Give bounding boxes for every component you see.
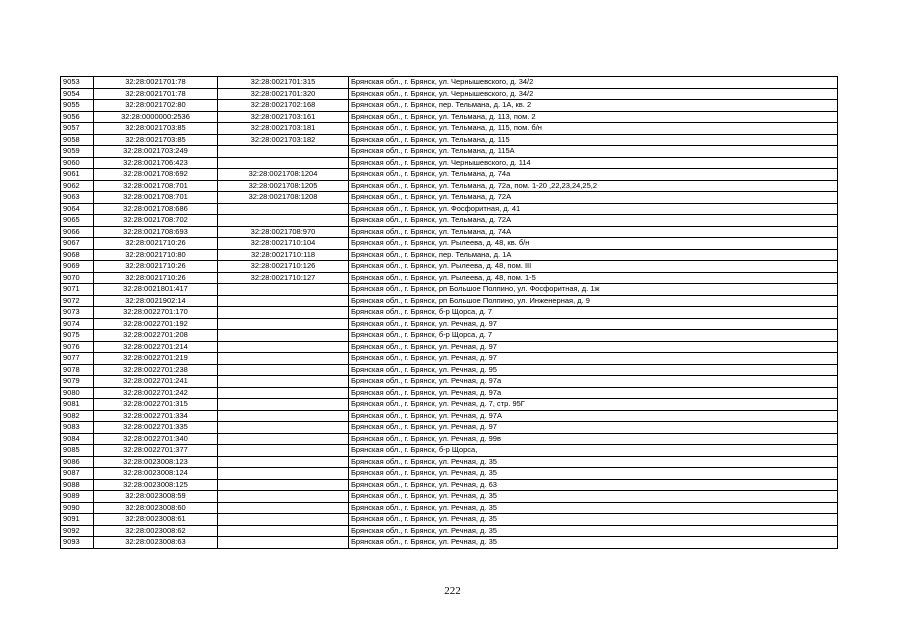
registry-table [60,76,838,549]
object-cadastral-number-cell [218,341,349,353]
address-cell: Брянская обл., г. Брянск, ул. Речная, д. 35 [349,468,838,480]
land-cadastral-number-cell: 32:28:0021703:85 [94,134,218,146]
object-cadastral-number-cell [218,479,349,491]
object-cadastral-number-cell [218,491,349,503]
row-number-cell: 9082 [61,410,94,422]
row-number-cell: 9084 [61,433,94,445]
address-cell: Брянская обл., г. Брянск, ул. Речная, д. 97а [349,376,838,388]
row-number-cell: 9090 [61,502,94,514]
address-cell: Брянская обл., г. Брянск, ул. Речная, д. 35 [349,514,838,526]
land-cadastral-number-cell: 32:28:0023008:124 [94,468,218,480]
object-cadastral-number-cell [218,146,349,158]
row-number-cell: 9059 [61,146,94,158]
land-cadastral-number-cell: 32:28:0022701:208 [94,330,218,342]
row-number-cell: 9074 [61,318,94,330]
land-cadastral-number-cell: 32:28:0023008:62 [94,525,218,537]
table-row [61,100,838,112]
row-number-cell: 9053 [61,77,94,89]
object-cadastral-number-cell [218,445,349,457]
land-cadastral-number-cell: 32:28:0021902:14 [94,295,218,307]
address-cell: Брянская обл., г. Брянск, ул. Тельмана, д. 115 [349,134,838,146]
table-row [61,203,838,215]
object-cadastral-number-cell [218,330,349,342]
address-cell: Брянская обл., г. Брянск, ул. Фосфоритная, д. 41 [349,203,838,215]
address-cell: Брянская обл., г. Брянск, ул. Речная, д. 95 [349,364,838,376]
object-cadastral-number-cell [218,399,349,411]
land-cadastral-number-cell: 32:28:0021710:26 [94,272,218,284]
table-row [61,249,838,261]
table-row [61,226,838,238]
table-row [61,123,838,135]
row-number-cell: 9089 [61,491,94,503]
address-cell: Брянская обл., г. Брянск, ул. Речная, д. 35 [349,456,838,468]
object-cadastral-number-cell [218,364,349,376]
address-cell: Брянская обл., г. Брянск, пер. Тельмана, д. 1А [349,249,838,261]
row-number-cell: 9093 [61,537,94,549]
row-number-cell: 9064 [61,203,94,215]
table-row [61,261,838,273]
address-cell: Брянская обл., г. Брянск, ул. Тельмана, д. 72А [349,192,838,204]
object-cadastral-number-cell: 32:28:0021708:1205 [218,180,349,192]
land-cadastral-number-cell: 32:28:0021708:692 [94,169,218,181]
table-row [61,387,838,399]
address-cell: Брянская обл., г. Брянск, ул. Тельмана, д. 72а, пом. 1-20 ,22,23,24,25,2 [349,180,838,192]
table-row [61,445,838,457]
row-number-cell: 9076 [61,341,94,353]
land-cadastral-number-cell: 32:28:0023008:61 [94,514,218,526]
table-row [61,169,838,181]
address-cell: Брянская обл., г. Брянск, ул. Речная, д. 97 [349,422,838,434]
land-cadastral-number-cell: 32:28:0022701:214 [94,341,218,353]
table-row [61,295,838,307]
land-cadastral-number-cell: 32:28:0021703:249 [94,146,218,158]
land-cadastral-number-cell: 32:28:0021710:26 [94,238,218,250]
object-cadastral-number-cell [218,514,349,526]
land-cadastral-number-cell: 32:28:0022701:377 [94,445,218,457]
row-number-cell: 9083 [61,422,94,434]
table-row [61,238,838,250]
address-cell: Брянская обл., г. Брянск, ул. Чернышевского, д. 114 [349,157,838,169]
address-cell: Брянская обл., г. Брянск, ул. Речная, д. 35 [349,491,838,503]
address-cell: Брянская обл., г. Брянск, ул. Тельмана, д. 115, пом. б/н [349,123,838,135]
table-row [61,479,838,491]
row-number-cell: 9067 [61,238,94,250]
address-cell: Брянская обл., г. Брянск, ул. Речная, д. 97 [349,318,838,330]
land-cadastral-number-cell: 32:28:0022701:238 [94,364,218,376]
address-cell: Брянская обл., г. Брянск, ул. Речная, д. 63 [349,479,838,491]
object-cadastral-number-cell [218,157,349,169]
land-cadastral-number-cell: 32:28:0021701:78 [94,77,218,89]
row-number-cell: 9088 [61,479,94,491]
row-number-cell: 9058 [61,134,94,146]
table-row [61,410,838,422]
address-cell: Брянская обл., г. Брянск, ул. Речная, д. 35 [349,502,838,514]
row-number-cell: 9078 [61,364,94,376]
table-row [61,341,838,353]
land-cadastral-number-cell: 32:28:0021710:26 [94,261,218,273]
address-cell: Брянская обл., г. Брянск, ул. Речная, д. 35 [349,525,838,537]
row-number-cell: 9091 [61,514,94,526]
object-cadastral-number-cell: 32:28:0021708:1208 [218,192,349,204]
row-number-cell: 9065 [61,215,94,227]
row-number-cell: 9071 [61,284,94,296]
row-number-cell: 9080 [61,387,94,399]
table-row [61,146,838,158]
row-number-cell: 9081 [61,399,94,411]
row-number-cell: 9092 [61,525,94,537]
row-number-cell: 9054 [61,88,94,100]
land-cadastral-number-cell: 32:28:0022701:315 [94,399,218,411]
table-row [61,284,838,296]
land-cadastral-number-cell: 32:28:0022701:219 [94,353,218,365]
table-row [61,376,838,388]
object-cadastral-number-cell: 32:28:0021708:1204 [218,169,349,181]
row-number-cell: 9073 [61,307,94,319]
address-cell: Брянская обл., г. Брянск, ул. Тельмана, д. 74а [349,169,838,181]
land-cadastral-number-cell: 32:28:0021706:423 [94,157,218,169]
land-cadastral-number-cell: 32:28:0021708:686 [94,203,218,215]
address-cell: Брянская обл., г. Брянск, б-р Щорса, д. 7 [349,330,838,342]
row-number-cell: 9070 [61,272,94,284]
object-cadastral-number-cell: 32:28:0021710:118 [218,249,349,261]
address-cell: Брянская обл., г. Брянск, пер. Тельмана, д. 1А, кв. 2 [349,100,838,112]
land-cadastral-number-cell: 32:28:0021708:701 [94,192,218,204]
object-cadastral-number-cell [218,433,349,445]
row-number-cell: 9069 [61,261,94,273]
land-cadastral-number-cell: 32:28:0022701:242 [94,387,218,399]
object-cadastral-number-cell [218,215,349,227]
land-cadastral-number-cell: 32:28:0022701:335 [94,422,218,434]
table-row [61,157,838,169]
address-cell: Брянская обл., г. Брянск, ул. Рылеева, д. 48, пом. III [349,261,838,273]
table-row [61,318,838,330]
table-row [61,422,838,434]
address-cell: Брянская обл., г. Брянск, ул. Чернышевского, д. 34/2 [349,77,838,89]
object-cadastral-number-cell: 32:28:0021702:168 [218,100,349,112]
address-cell: Брянская обл., г. Брянск, ул. Тельмана, д. 72А [349,215,838,227]
land-cadastral-number-cell: 32:28:0023008:125 [94,479,218,491]
address-cell: Брянская обл., г. Брянск, ул. Чернышевского, д. 34/2 [349,88,838,100]
row-number-cell: 9087 [61,468,94,480]
land-cadastral-number-cell: 32:28:0023008:123 [94,456,218,468]
table-row [61,514,838,526]
row-number-cell: 9057 [61,123,94,135]
row-number-cell: 9056 [61,111,94,123]
row-number-cell: 9075 [61,330,94,342]
table-row [61,180,838,192]
land-cadastral-number-cell: 32:28:0021708:701 [94,180,218,192]
object-cadastral-number-cell [218,353,349,365]
address-cell: Брянская обл., г. Брянск, ул. Рылеева, д. 48, кв. б/н [349,238,838,250]
land-cadastral-number-cell: 32:28:0021703:85 [94,123,218,135]
object-cadastral-number-cell [218,295,349,307]
address-cell: Брянская обл., г. Брянск, ул. Тельмана, д. 115А [349,146,838,158]
table-row [61,111,838,123]
row-number-cell: 9072 [61,295,94,307]
object-cadastral-number-cell [218,537,349,549]
object-cadastral-number-cell: 32:28:0021703:161 [218,111,349,123]
row-number-cell: 9055 [61,100,94,112]
table-row [61,192,838,204]
land-cadastral-number-cell: 32:28:0022701:170 [94,307,218,319]
address-cell: Брянская обл., г. Брянск, ул. Тельмана, д. 113, пом. 2 [349,111,838,123]
address-cell: Брянская обл., г. Брянск, б-р Щорса, [349,445,838,457]
object-cadastral-number-cell: 32:28:0021703:181 [218,123,349,135]
row-number-cell: 9060 [61,157,94,169]
table-row [61,468,838,480]
object-cadastral-number-cell: 32:28:0021710:126 [218,261,349,273]
object-cadastral-number-cell [218,502,349,514]
land-cadastral-number-cell: 32:28:0021701:78 [94,88,218,100]
address-cell: Брянская обл., г. Брянск, ул. Рылеева, д. 48, пом. 1-5 [349,272,838,284]
object-cadastral-number-cell: 32:28:0021703:182 [218,134,349,146]
land-cadastral-number-cell: 32:28:0021708:702 [94,215,218,227]
row-number-cell: 9063 [61,192,94,204]
table-row [61,502,838,514]
address-cell: Брянская обл., г. Брянск, ул. Речная, д. 97 [349,353,838,365]
table-row [61,364,838,376]
land-cadastral-number-cell: 32:28:0022701:340 [94,433,218,445]
object-cadastral-number-cell [218,410,349,422]
row-number-cell: 9079 [61,376,94,388]
address-cell: Брянская обл., г. Брянск, ул. Речная, д. 7, стр. 95Г [349,399,838,411]
address-cell: Брянская обл., г. Брянск, б-р Щорса, д. 7 [349,307,838,319]
row-number-cell: 9062 [61,180,94,192]
land-cadastral-number-cell: 32:28:0022701:334 [94,410,218,422]
address-cell: Брянская обл., г. Брянск, ул. Тельмана, д. 74А [349,226,838,238]
object-cadastral-number-cell [218,203,349,215]
address-cell: Брянская обл., г. Брянск, ул. Речная, д. 99в [349,433,838,445]
object-cadastral-number-cell [218,468,349,480]
registry-table-body [61,77,838,549]
land-cadastral-number-cell: 32:28:0021710:80 [94,249,218,261]
table-row [61,491,838,503]
address-cell: Брянская обл., г. Брянск, ул. Речная, д. 35 [349,537,838,549]
table-row [61,353,838,365]
object-cadastral-number-cell [218,307,349,319]
object-cadastral-number-cell [218,422,349,434]
land-cadastral-number-cell: 32:28:0023008:60 [94,502,218,514]
table-row [61,330,838,342]
table-row [61,537,838,549]
object-cadastral-number-cell: 32:28:0021710:127 [218,272,349,284]
object-cadastral-number-cell [218,318,349,330]
land-cadastral-number-cell: 32:28:0022701:241 [94,376,218,388]
land-cadastral-number-cell: 32:28:0023008:59 [94,491,218,503]
land-cadastral-number-cell: 32:28:0023008:63 [94,537,218,549]
row-number-cell: 9085 [61,445,94,457]
land-cadastral-number-cell: 32:28:0021801:417 [94,284,218,296]
table-row [61,525,838,537]
table-row [61,272,838,284]
table-row [61,399,838,411]
table-row [61,77,838,89]
page-number: 222 [444,585,461,597]
address-cell: Брянская обл., г. Брянск, рп Большое Полпино, ул. Фосфоритная, д. 1ж [349,284,838,296]
address-cell: Брянская обл., г. Брянск, ул. Речная, д. 97А [349,410,838,422]
row-number-cell: 9066 [61,226,94,238]
object-cadastral-number-cell [218,376,349,388]
table-row [61,433,838,445]
table-row [61,456,838,468]
address-cell: Брянская обл., г. Брянск, рп Большое Полпино, ул. Инженерная, д. 9 [349,295,838,307]
row-number-cell: 9068 [61,249,94,261]
row-number-cell: 9086 [61,456,94,468]
address-cell: Брянская обл., г. Брянск, ул. Речная, д. 97 [349,341,838,353]
land-cadastral-number-cell: 32:28:0000000:2536 [94,111,218,123]
object-cadastral-number-cell [218,387,349,399]
object-cadastral-number-cell: 32:28:0021701:320 [218,88,349,100]
land-cadastral-number-cell: 32:28:0021708:693 [94,226,218,238]
object-cadastral-number-cell: 32:28:0021708:970 [218,226,349,238]
object-cadastral-number-cell [218,456,349,468]
table-row [61,88,838,100]
table-row [61,307,838,319]
land-cadastral-number-cell: 32:28:0022701:192 [94,318,218,330]
object-cadastral-number-cell [218,525,349,537]
object-cadastral-number-cell: 32:28:0021701:315 [218,77,349,89]
row-number-cell: 9077 [61,353,94,365]
land-cadastral-number-cell: 32:28:0021702:80 [94,100,218,112]
address-cell: Брянская обл., г. Брянск, ул. Речная, д. 97а [349,387,838,399]
object-cadastral-number-cell [218,284,349,296]
table-row [61,134,838,146]
object-cadastral-number-cell: 32:28:0021710:104 [218,238,349,250]
table-row [61,215,838,227]
row-number-cell: 9061 [61,169,94,181]
